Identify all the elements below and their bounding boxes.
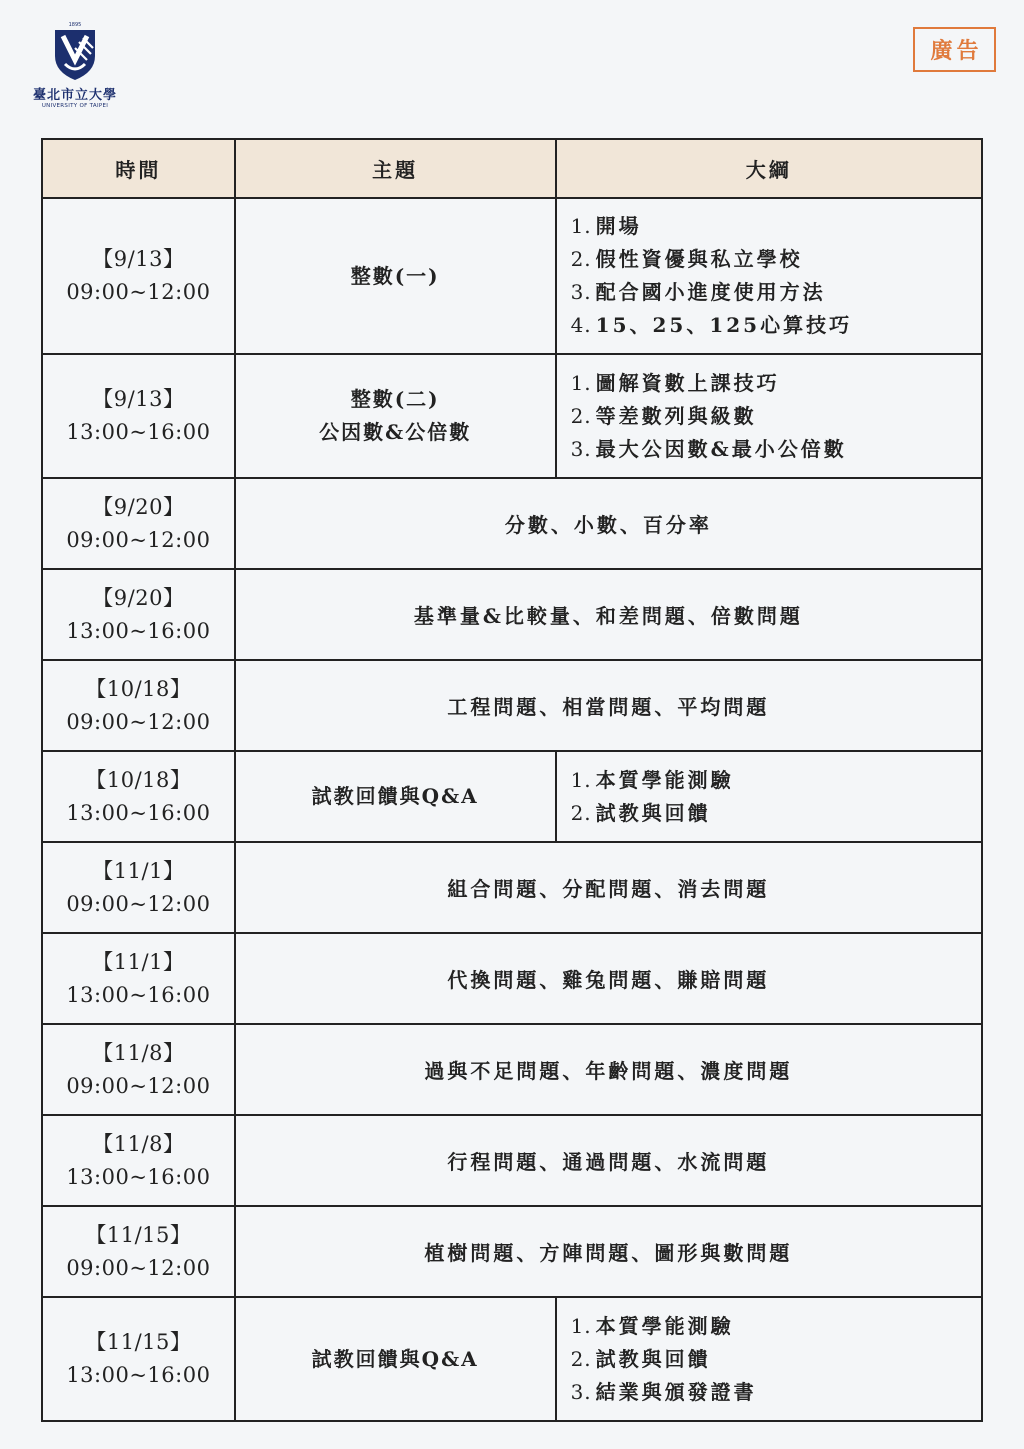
outline-list	[571, 210, 981, 342]
session-topic-cell	[235, 354, 556, 478]
logo-year: 1895	[68, 22, 82, 28]
outline-item	[571, 400, 981, 433]
session-date: 【11/1】	[92, 949, 185, 974]
session-date: 【10/18】	[85, 676, 192, 701]
outline-item-number: 3.	[570, 1379, 592, 1404]
schedule-row	[42, 933, 982, 1024]
outline-item	[571, 367, 981, 400]
session-topic-merged: 植樹問題、方陣問題、圖形與數問題	[235, 1206, 982, 1297]
session-date: 【9/20】	[92, 585, 185, 610]
header-topic: 主題	[235, 139, 556, 198]
session-date: 【9/13】	[92, 247, 185, 271]
session-time-cell	[42, 569, 235, 660]
session-outline-cell	[556, 751, 982, 842]
schedule-row	[42, 478, 982, 569]
session-date: 【11/1】	[92, 858, 185, 883]
outline-item-number: 2.	[570, 403, 592, 428]
session-outline-cell	[556, 198, 982, 354]
outline-item-text: 試教與回饋	[595, 1346, 711, 1371]
outline-item	[571, 433, 981, 466]
outline-item	[571, 210, 981, 243]
course-schedule-table	[41, 138, 983, 1422]
session-hours: 13:00~16:00	[66, 420, 211, 444]
session-topic-merged: 行程問題、通過問題、水流問題	[235, 1115, 982, 1206]
session-topic-line: 試教回饋與Q&A	[311, 784, 479, 808]
session-topic-merged: 代換問題、雞兔問題、賺賠問題	[235, 933, 982, 1024]
outline-item-text: 15、25、125心算技巧	[595, 313, 853, 337]
outline-item-text: 圖解資數上課技巧	[595, 370, 780, 395]
schedule-row	[42, 1297, 982, 1421]
session-topic-cell	[235, 198, 556, 354]
outline-item-number: 1.	[570, 767, 592, 792]
schedule-row	[42, 660, 982, 751]
session-date: 【9/20】	[92, 494, 185, 519]
outline-item-text: 等差數列與級數	[595, 403, 757, 428]
session-time-cell	[42, 1297, 235, 1421]
session-outline-cell	[556, 1297, 982, 1421]
session-topic-merged: 工程問題、相當問題、平均問題	[235, 660, 982, 751]
outline-item	[571, 1310, 981, 1343]
session-topic-line: 試教回饋與Q&A	[311, 1346, 479, 1371]
outline-list	[571, 764, 981, 830]
session-time-cell	[42, 1024, 235, 1115]
session-time-cell	[42, 842, 235, 933]
session-hours: 13:00~16:00	[66, 800, 211, 825]
outline-item	[571, 276, 981, 309]
outline-item-number: 1.	[570, 370, 592, 395]
session-topic-merged: 分數、小數、百分率	[235, 478, 982, 569]
session-date: 【11/15】	[85, 1222, 192, 1247]
outline-list	[571, 367, 981, 466]
session-topic-merged: 過與不足問題、年齡問題、濃度問題	[235, 1024, 982, 1115]
session-date: 【11/8】	[92, 1040, 185, 1065]
session-topic-merged: 基準量&比較量、和差問題、倍數問題	[235, 569, 982, 660]
university-shield-icon	[51, 20, 99, 82]
outline-item-text: 假性資優與私立學校	[595, 247, 803, 271]
outline-item	[571, 1376, 981, 1409]
session-time-cell	[42, 478, 235, 569]
schedule-row	[42, 751, 982, 842]
session-hours: 13:00~16:00	[66, 618, 211, 643]
outline-item	[571, 764, 981, 797]
schedule-row	[42, 569, 982, 660]
outline-item-number: 3.	[570, 280, 592, 304]
session-date: 【11/8】	[92, 1131, 185, 1156]
session-time-cell	[42, 198, 235, 354]
session-date: 【11/15】	[85, 1330, 192, 1354]
session-date: 【9/13】	[92, 387, 185, 411]
outline-list	[571, 1310, 981, 1409]
header-time: 時間	[42, 139, 235, 198]
outline-item-number: 2.	[570, 1346, 592, 1371]
session-topic-cell	[235, 1297, 556, 1421]
session-time-cell	[42, 354, 235, 478]
session-hours: 13:00~16:00	[66, 982, 211, 1007]
ad-badge: 廣告	[913, 27, 996, 72]
session-time-cell	[42, 660, 235, 751]
outline-item-number: 2.	[570, 247, 592, 271]
session-outline-cell	[556, 354, 982, 478]
session-hours: 09:00~12:00	[66, 527, 211, 552]
session-topic-line: 整數(二)	[350, 387, 440, 411]
schedule-row	[42, 842, 982, 933]
session-topic-cell	[235, 751, 556, 842]
logo-name-cn: 臺北市立大學	[32, 88, 117, 103]
outline-item-number: 1.	[570, 1313, 592, 1338]
outline-item	[571, 309, 981, 342]
session-hours: 09:00~12:00	[66, 1255, 211, 1280]
session-time-cell	[42, 933, 235, 1024]
outline-item-text: 試教與回饋	[595, 800, 711, 825]
session-time-cell	[42, 1115, 235, 1206]
session-date: 【10/18】	[85, 767, 192, 792]
header-outline: 大綱	[556, 139, 982, 198]
session-hours: 09:00~12:00	[66, 1073, 211, 1098]
schedule-row	[42, 354, 982, 478]
outline-item-text: 結業與頒發證書	[595, 1379, 757, 1404]
outline-item-number: 3.	[570, 436, 592, 461]
table-header-row	[42, 139, 982, 198]
outline-item-number: 2.	[570, 800, 592, 825]
session-hours: 09:00~12:00	[66, 891, 211, 916]
outline-item-number: 1.	[570, 214, 592, 238]
schedule-row	[42, 198, 982, 354]
session-topic-merged: 組合問題、分配問題、消去問題	[235, 842, 982, 933]
outline-item-text: 本質學能測驗	[595, 767, 734, 792]
outline-item	[571, 243, 981, 276]
outline-item-text: 配合國小進度使用方法	[595, 280, 826, 304]
session-hours: 09:00~12:00	[66, 280, 211, 304]
outline-item-number: 4.	[570, 313, 592, 337]
outline-item-text: 本質學能測驗	[595, 1313, 734, 1338]
session-hours: 09:00~12:00	[66, 709, 211, 734]
outline-item-text: 最大公因數&最小公倍數	[595, 436, 847, 461]
session-hours: 13:00~16:00	[66, 1363, 211, 1387]
session-time-cell	[42, 751, 235, 842]
university-logo	[30, 20, 120, 120]
schedule-row	[42, 1115, 982, 1206]
schedule-row	[42, 1206, 982, 1297]
session-hours: 13:00~16:00	[66, 1164, 211, 1189]
outline-item	[571, 1343, 981, 1376]
outline-item	[571, 797, 981, 830]
outline-item-text: 開場	[595, 214, 642, 238]
session-time-cell	[42, 1206, 235, 1297]
schedule-row	[42, 1024, 982, 1115]
logo-name-en: UNIVERSITY OF TAIPEI	[41, 103, 109, 109]
session-topic-line: 公因數&公倍數	[319, 420, 472, 444]
session-topic-line: 整數(一)	[350, 263, 440, 288]
